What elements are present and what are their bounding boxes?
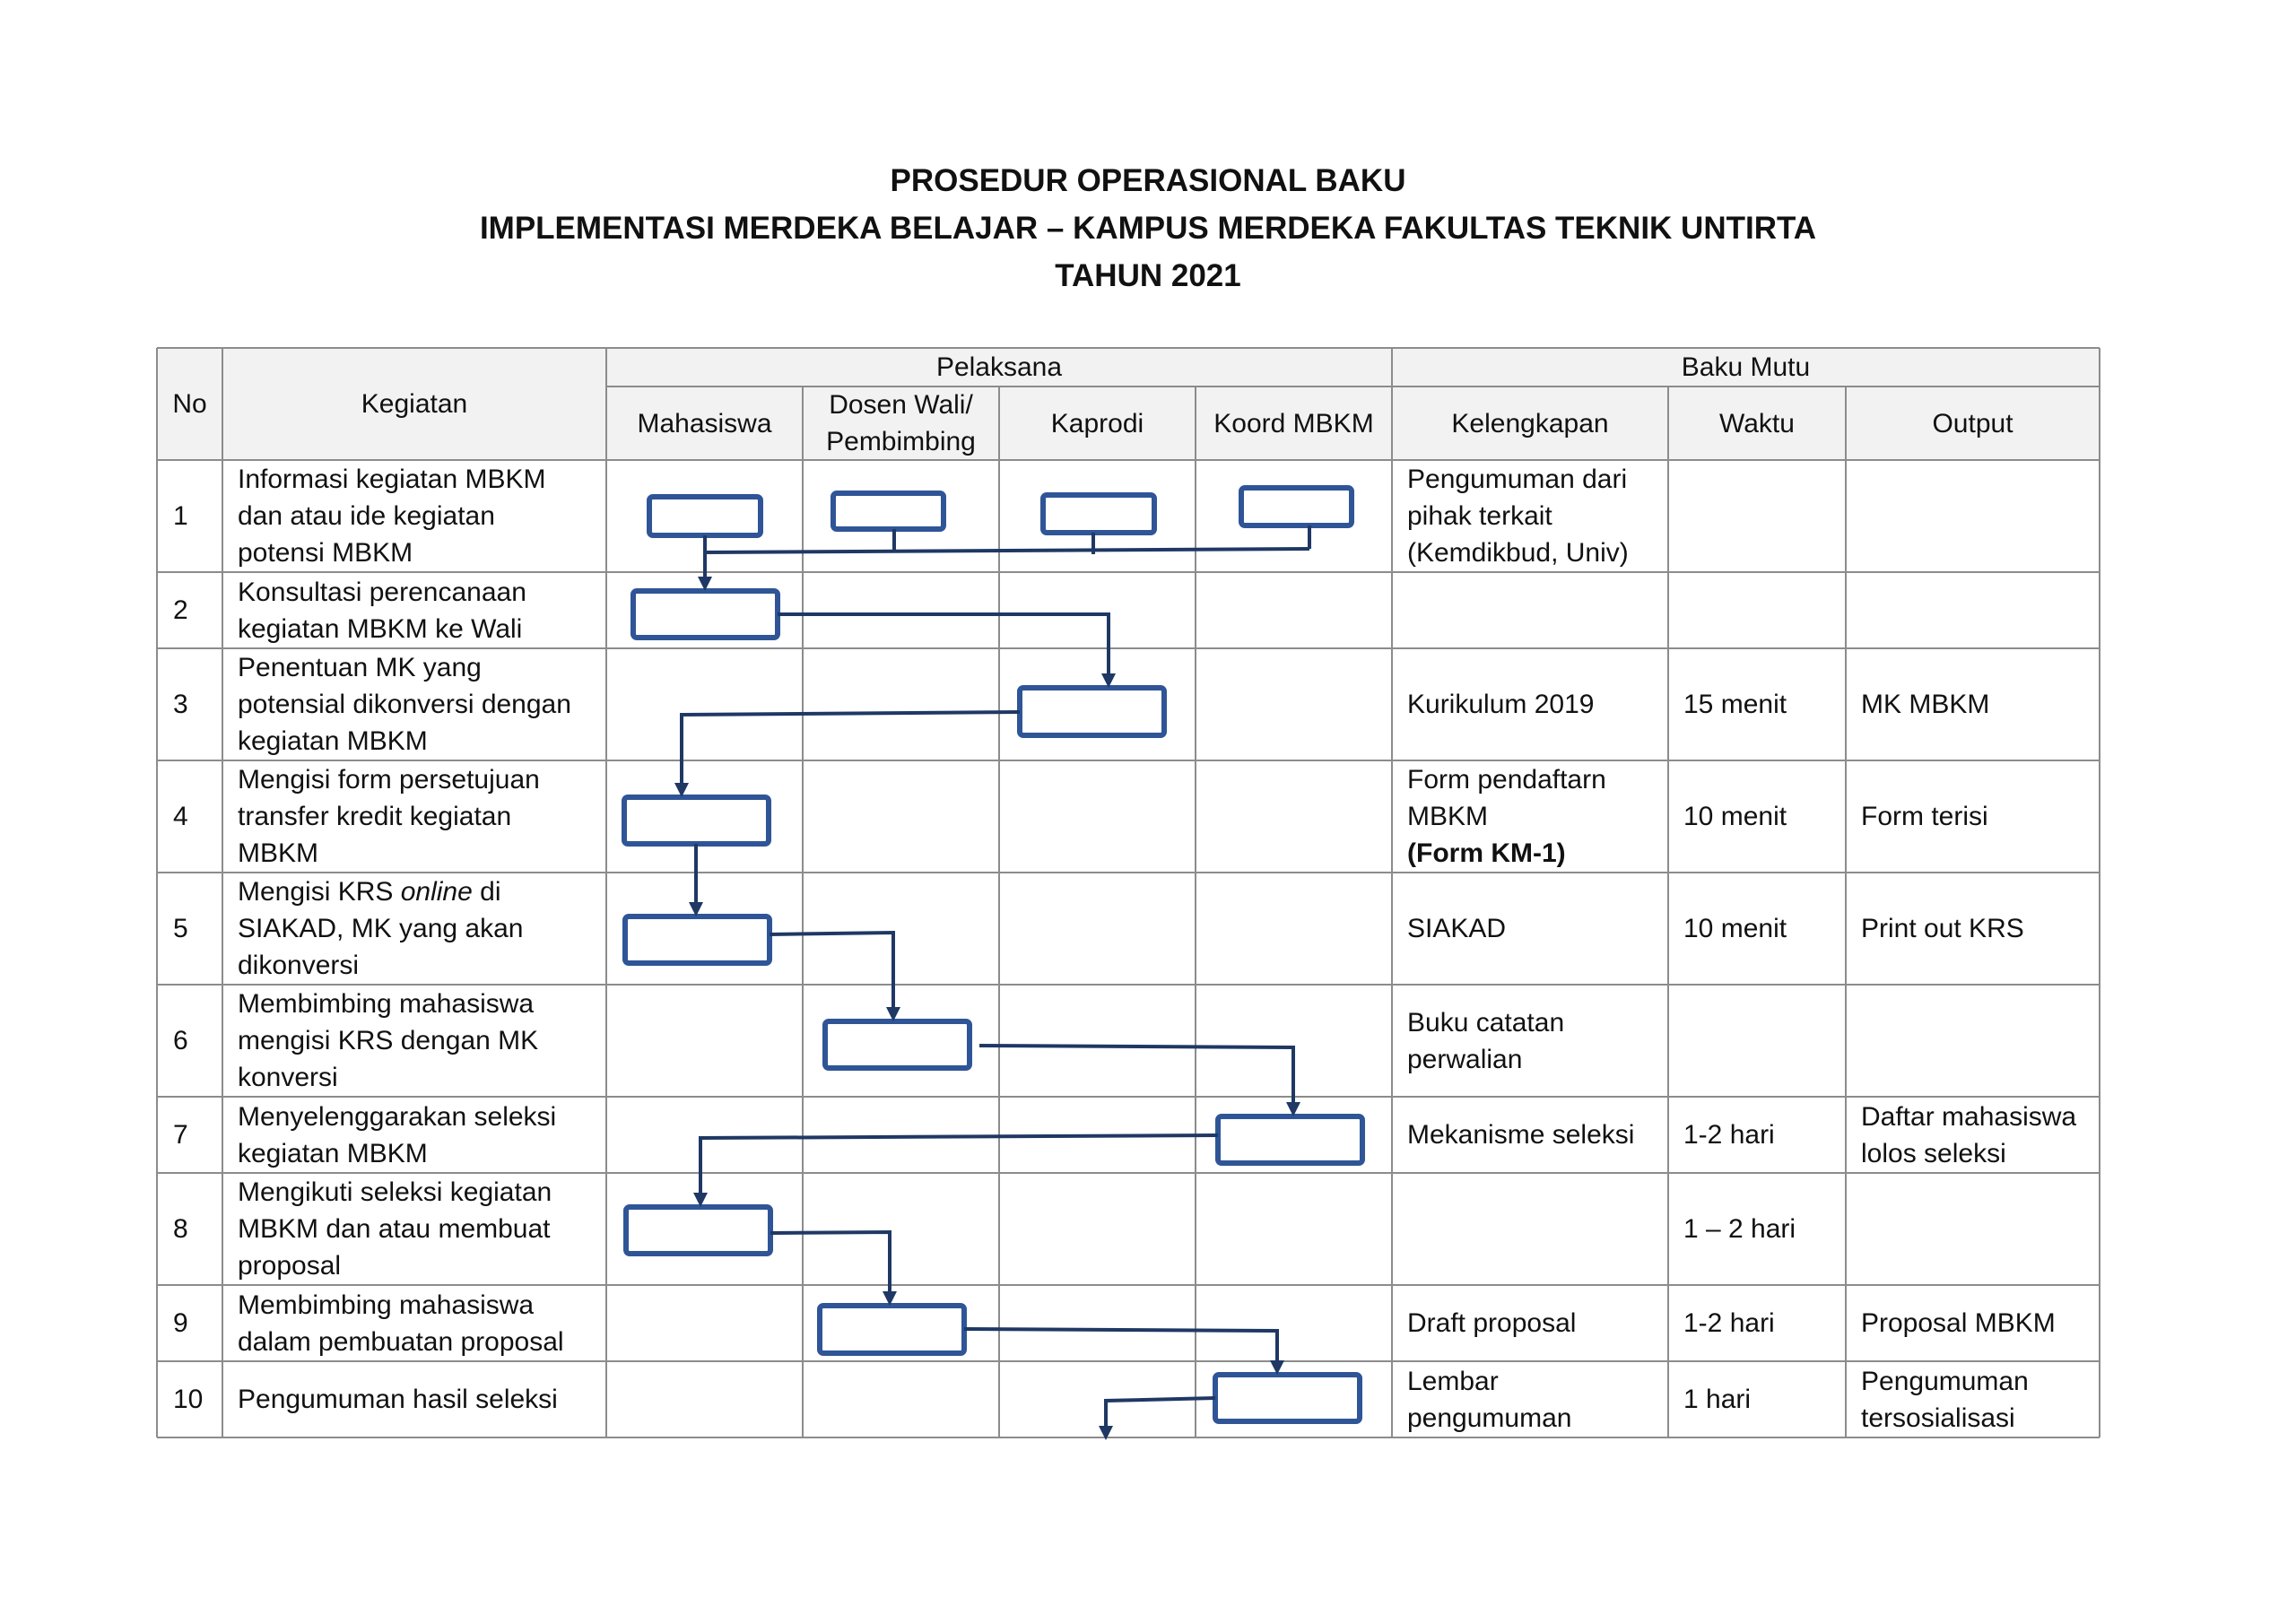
kegiatan-text: Mengisi KRS bbox=[238, 877, 401, 907]
title-line-3: TAHUN 2021 bbox=[1055, 258, 1241, 293]
row-kegiatan-line: Menyelenggarakan seleksi bbox=[238, 1101, 557, 1132]
row-output-line: Proposal MBKM bbox=[1861, 1308, 2056, 1338]
header-waktu-label: Waktu bbox=[1719, 408, 1795, 439]
process-box bbox=[820, 1306, 964, 1353]
row-kegiatan-line: mengisi KRS dengan MK bbox=[238, 1026, 539, 1055]
process-box bbox=[649, 497, 761, 535]
row-kegiatan-line: kegiatan MBKM ke Wali bbox=[238, 613, 523, 644]
row-kegiatan-line: potensi MBKM bbox=[238, 538, 413, 568]
header-dosen-line: Pembimbing bbox=[826, 427, 976, 456]
kegiatan-emphasis: online bbox=[400, 877, 473, 907]
row-kelengkapan-line: Lembar bbox=[1407, 1366, 1499, 1396]
header-kaprodi-label: Kaprodi bbox=[1050, 408, 1144, 439]
row-kelengkapan-line: pengumuman bbox=[1407, 1403, 1572, 1433]
row-kelengkapan-line: Kurikulum 2019 bbox=[1407, 690, 1595, 719]
row-kegiatan-line: Informasi kegiatan MBKM bbox=[238, 465, 546, 494]
row-output-line: Print out KRS bbox=[1861, 914, 2024, 943]
row-kegiatan-line: SIAKAD, MK yang akan bbox=[238, 914, 524, 943]
title-line-2: IMPLEMENTASI MERDEKA BELAJAR – KAMPUS MERDEKA FAKULTAS TEKNIK UNTIRTA bbox=[479, 211, 1817, 246]
process-box bbox=[633, 591, 778, 638]
header-baku-mutu-label: Baku Mutu bbox=[1681, 352, 1811, 382]
row-waktu-text: 1 hari bbox=[1683, 1385, 1752, 1414]
header-no-label: No bbox=[172, 389, 207, 419]
row-output-line: Daftar mahasiswa bbox=[1861, 1101, 2077, 1132]
flow-arrow bbox=[770, 1232, 890, 1301]
process-box bbox=[626, 1207, 770, 1254]
row-number-text: 6 bbox=[173, 1026, 188, 1055]
row-kelengkapan-line: Buku catatan bbox=[1407, 1007, 1565, 1038]
row-kegiatan-line: Pengumuman hasil seleksi bbox=[238, 1385, 558, 1414]
row-kegiatan-line: Mengikuti seleksi kegiatan bbox=[238, 1177, 552, 1207]
row-number-text: 9 bbox=[173, 1308, 188, 1338]
flow-arrow bbox=[700, 1135, 1218, 1203]
row-kegiatan-line: dan atau ide kegiatan bbox=[238, 501, 495, 531]
connector-line bbox=[705, 549, 1309, 552]
flow-arrow bbox=[682, 712, 1020, 793]
header-dosen-line: Dosen Wali/ bbox=[829, 390, 973, 420]
row-kelengkapan-line: Form pendaftarn bbox=[1407, 765, 1606, 795]
row-number-text: 4 bbox=[173, 802, 188, 831]
process-box bbox=[625, 916, 770, 963]
row-output-line: lolos seleksi bbox=[1861, 1138, 2006, 1168]
flow-arrow bbox=[979, 1046, 1293, 1112]
row-waktu-text: 1 – 2 hari bbox=[1683, 1214, 1796, 1244]
process-box bbox=[1020, 688, 1164, 735]
flow-arrow bbox=[770, 933, 893, 1017]
row-kegiatan-line: Konsultasi perencanaan bbox=[238, 577, 526, 607]
row-kegiatan-line: kegiatan MBKM bbox=[238, 726, 428, 756]
row-kelengkapan-line: perwalian bbox=[1407, 1044, 1523, 1074]
row-waktu-text: 10 menit bbox=[1683, 914, 1787, 943]
row-kelengkapan-line: MBKM bbox=[1407, 802, 1488, 831]
row-kegiatan-line: Penentuan MK yang bbox=[238, 653, 482, 682]
process-box bbox=[833, 493, 944, 529]
row-kegiatan-line: potensial dikonversi dengan bbox=[238, 690, 571, 719]
row-output-line: MK MBKM bbox=[1861, 690, 1990, 719]
row-kegiatan-line: MBKM dan atau membuat bbox=[238, 1214, 551, 1244]
row-waktu-text: 1-2 hari bbox=[1683, 1308, 1775, 1338]
row-waktu-text: 10 menit bbox=[1683, 802, 1787, 831]
header-kegiatan-label: Kegiatan bbox=[361, 389, 468, 419]
row-kegiatan-line: kegiatan MBKM bbox=[238, 1138, 428, 1168]
row-number-text: 5 bbox=[173, 914, 188, 943]
row-kelengkapan-line: Pengumuman dari bbox=[1407, 465, 1628, 494]
flow-arrow bbox=[964, 1329, 1277, 1370]
row-kegiatan-line: dalam pembuatan proposal bbox=[238, 1326, 564, 1357]
row-number-text: 1 bbox=[173, 501, 188, 531]
header-pelaksana-label: Pelaksana bbox=[935, 352, 1063, 382]
row-output-line: tersosialisasi bbox=[1861, 1403, 2015, 1433]
row-kegiatan-line: MBKM bbox=[238, 838, 318, 868]
process-box bbox=[825, 1021, 970, 1068]
kegiatan-text: di bbox=[472, 877, 501, 907]
process-box bbox=[624, 797, 769, 844]
row-waktu-text: 1-2 hari bbox=[1683, 1120, 1775, 1150]
row-kegiatan-line: Mengisi form persetujuan bbox=[238, 765, 540, 795]
row-kegiatan-line: Membimbing mahasiswa bbox=[238, 989, 535, 1019]
row-kelengkapan-line: pihak terkait bbox=[1407, 501, 1552, 531]
row-number-text: 2 bbox=[173, 595, 188, 625]
row-kelengkapan-line: Mekanisme seleksi bbox=[1407, 1120, 1635, 1150]
row-kegiatan-line: dikonversi bbox=[238, 951, 360, 980]
row-number-text: 7 bbox=[173, 1120, 188, 1150]
row-number-text: 8 bbox=[173, 1214, 188, 1244]
row-kegiatan-line: transfer kredit kegiatan bbox=[238, 802, 512, 831]
row-kelengkapan-line: SIAKAD bbox=[1407, 914, 1507, 943]
header-kelengkapan-label: Kelengkapan bbox=[1451, 408, 1609, 439]
row-kegiatan-line: Membimbing mahasiswa bbox=[238, 1290, 535, 1320]
title-line-1: PROSEDUR OPERASIONAL BAKU bbox=[890, 163, 1406, 198]
process-box bbox=[1218, 1116, 1362, 1163]
header-mahasiswa-label: Mahasiswa bbox=[637, 408, 772, 439]
row-kelengkapan-line: (Kemdikbud, Univ) bbox=[1407, 538, 1629, 568]
row-kelengkapan-line: Draft proposal bbox=[1407, 1308, 1577, 1338]
process-box bbox=[1043, 495, 1154, 533]
row-waktu-text: 15 menit bbox=[1683, 690, 1787, 719]
process-box bbox=[1241, 488, 1352, 525]
process-box bbox=[1215, 1375, 1360, 1421]
row-kegiatan-line: proposal bbox=[238, 1251, 342, 1281]
flow-arrow bbox=[1106, 1398, 1215, 1436]
header-koord-label: Koord MBKM bbox=[1213, 408, 1374, 439]
row-number-text: 3 bbox=[173, 690, 188, 719]
row-kegiatan-line: konversi bbox=[238, 1063, 338, 1092]
row-output-line: Pengumuman bbox=[1861, 1366, 2029, 1396]
header-output-label: Output bbox=[1932, 408, 2013, 439]
kelengkapan-bold-text: (Form KM-1) bbox=[1407, 838, 1566, 868]
row-output-line: Form terisi bbox=[1861, 802, 1988, 831]
row-number-text: 10 bbox=[173, 1385, 204, 1414]
